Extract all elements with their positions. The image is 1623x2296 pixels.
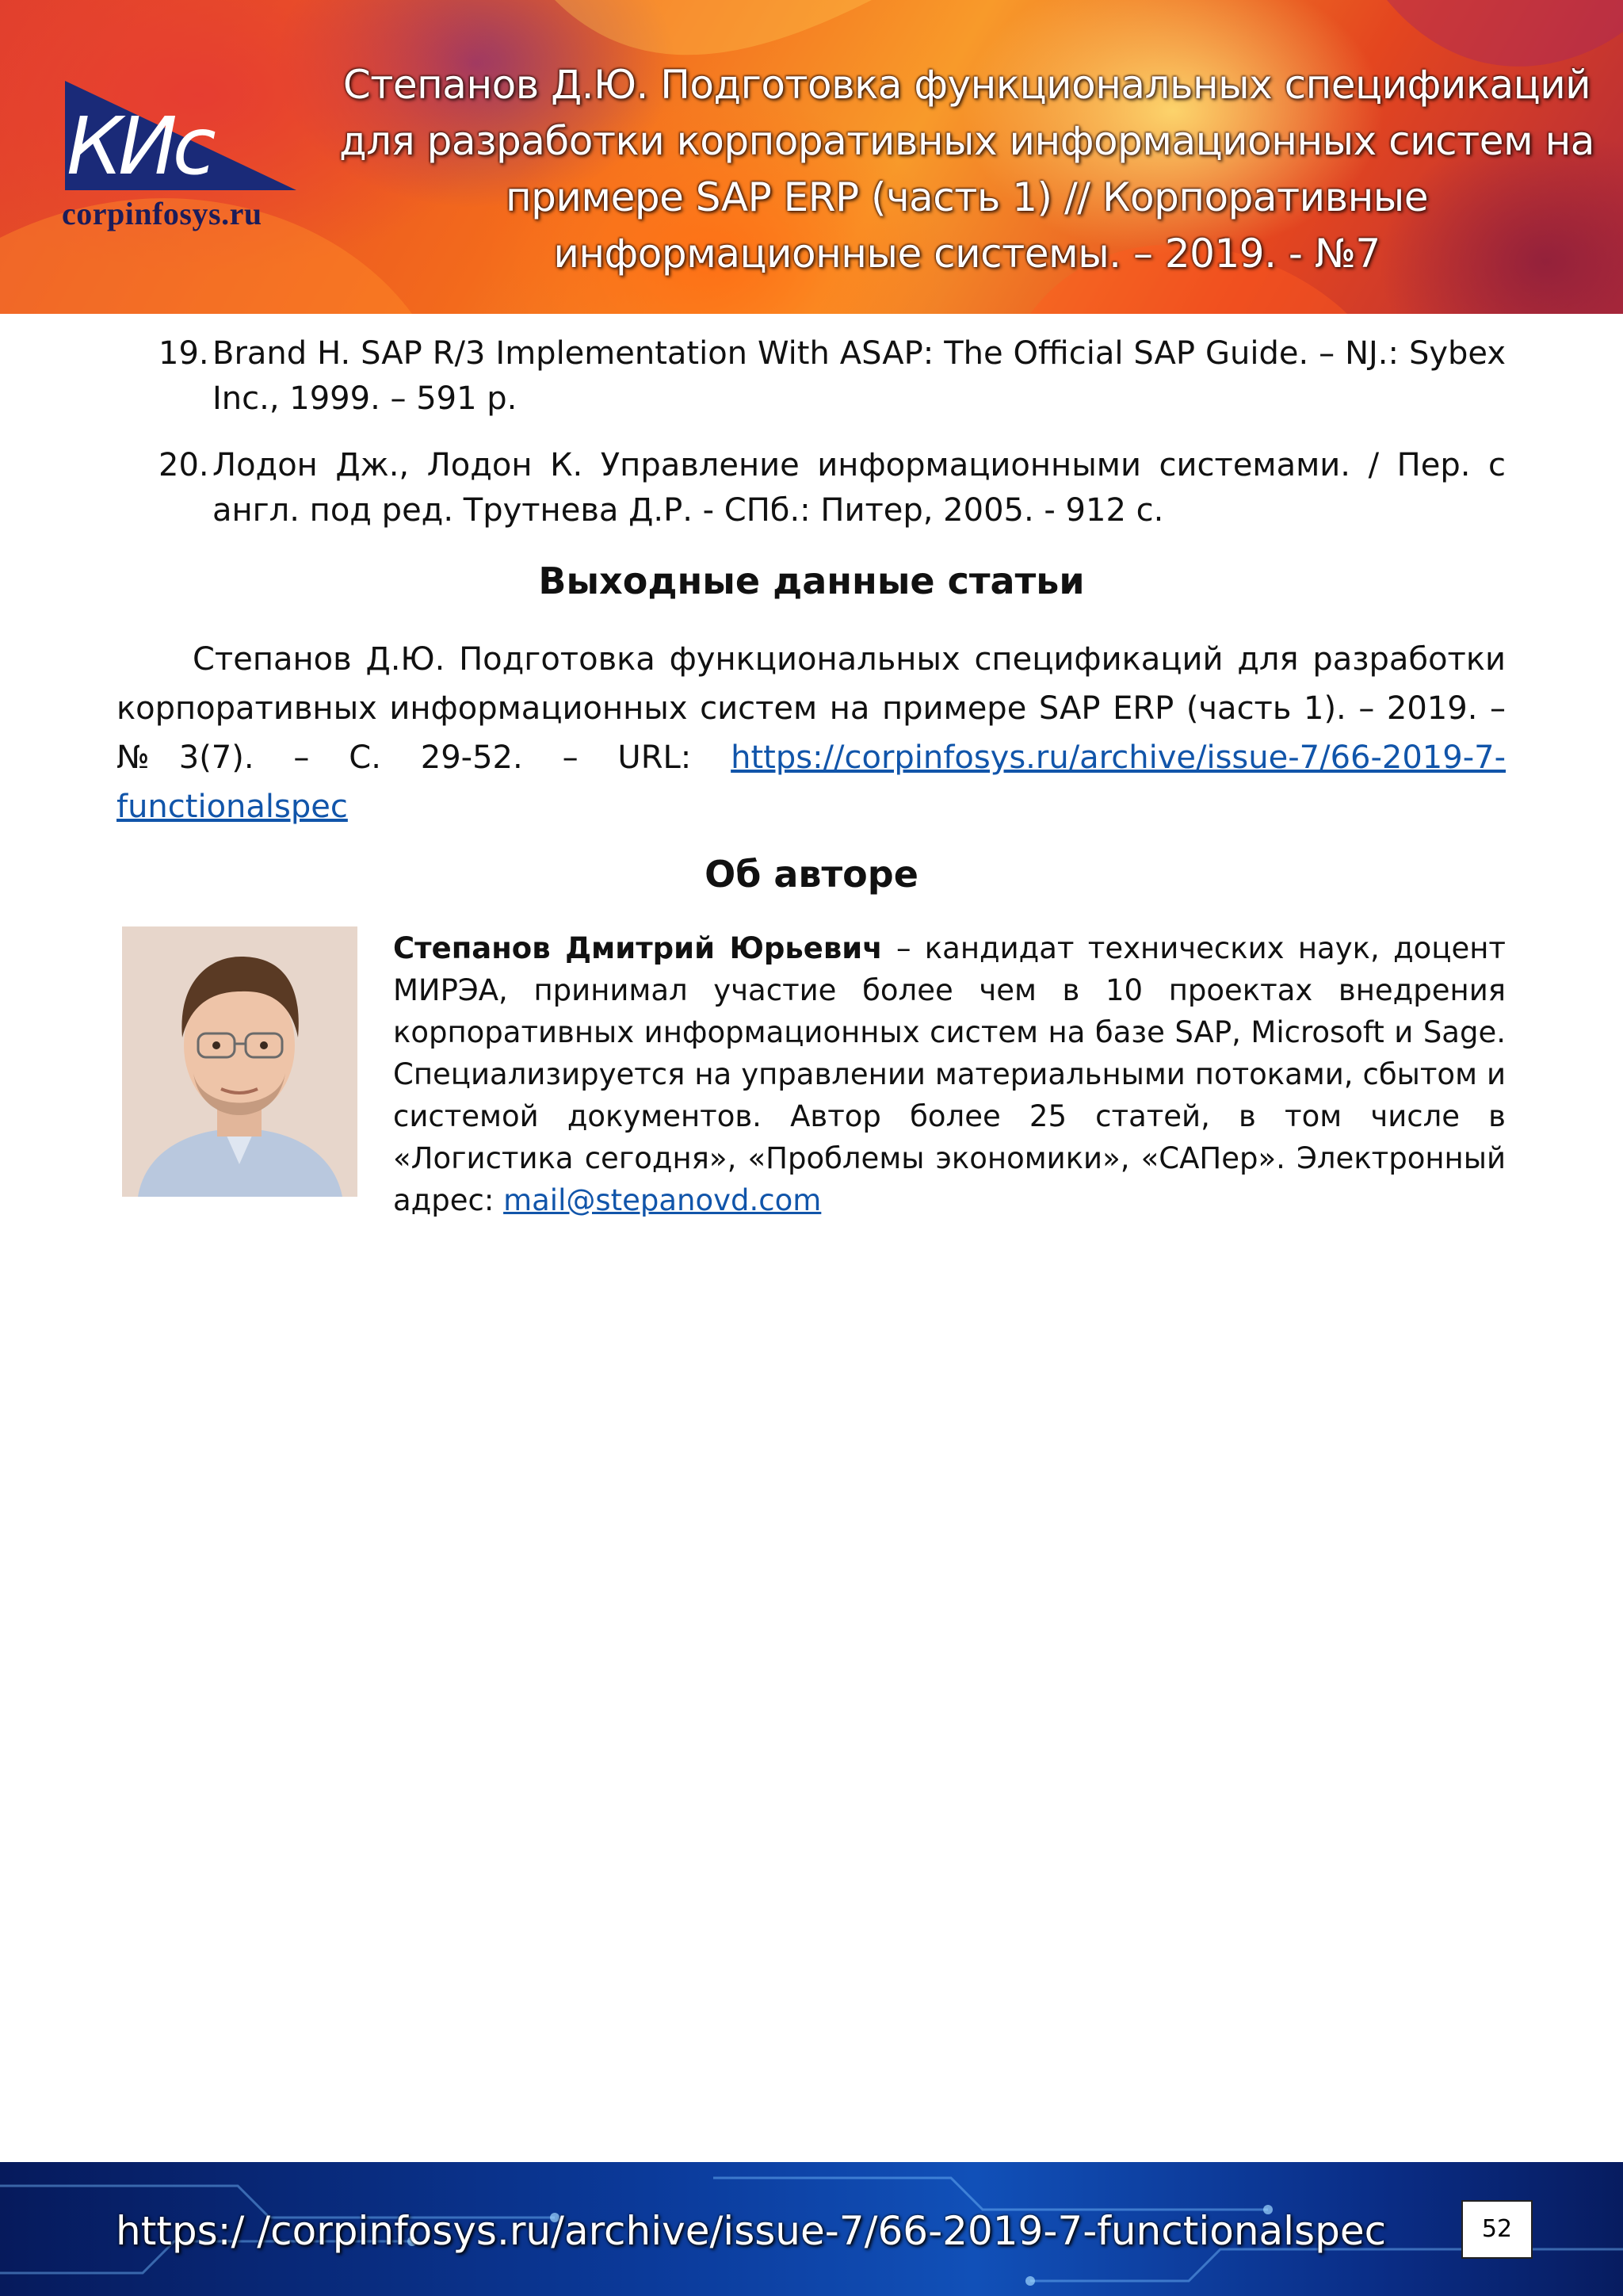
footer-banner xyxy=(0,2162,1623,2296)
reference-item xyxy=(158,443,1506,533)
citation-text: Степанов Д.Ю. Подготовка функциональных спецификаций для разработки корпоративных информационных систем на примере SAP ERP (часть 1). – 2019. – №3(7). – С. 29-52. – URL: xyxy=(116,641,1506,776)
reference-text: Лодон Дж., Лодон К. Управление информационными системами. / Пер. с англ. под ред. Трутнева Д.Р. - СПб.: Питер, 2005. - 912 с. xyxy=(212,447,1506,529)
reference-number: 20. xyxy=(158,447,209,483)
footer-url[interactable]: https:/ /corpinfosys.ru/archive/issue-7/66-2019-7-functionalspec xyxy=(116,2208,1387,2254)
header-banner xyxy=(0,0,1623,314)
citation-paragraph xyxy=(116,635,1506,831)
journal-logo[interactable] xyxy=(62,76,300,235)
header-title: Степанов Д.Ю. Подготовка функциональных спецификаций для разработки корпоративных информационных систем на примере SAP ERP (часть 1) // Корпоративные информационные системы. – 2019. - №7 xyxy=(339,62,1594,277)
reference-text: Brand H. SAP R/3 Implementation With ASAP: The Official SAP Guide. – NJ.: Sybex Inc., 1999. – 591 p. xyxy=(212,335,1506,417)
logo-word: КИс xyxy=(67,100,212,193)
logo-site: corpinfosys.ru xyxy=(62,196,262,231)
portrait-image xyxy=(122,926,357,1197)
reference-list xyxy=(158,331,1506,555)
author-heading: Об авторе xyxy=(705,853,918,896)
citation-heading: Выходные данные статьи xyxy=(538,560,1085,602)
author-email-link[interactable]: mail@stepanovd.com xyxy=(503,1183,822,1217)
reference-item xyxy=(158,331,1506,422)
citation-link[interactable]: https://corpinfosys.ru/archive/issue-7/66-2019-7-functionalspec xyxy=(116,739,1507,825)
author-name: Степанов Дмитрий Юрьевич xyxy=(393,931,883,965)
author-bio-text: – кандидат технических наук, доцент МИРЭА, принимал участие более чем в 10 проектах внедрения корпоративных информационных систем на базе SAP, Microsoft и Sage. Специализируется на управлении материальными потоками, сбытом и системой документов. Автор более 25 статей, в том числе в «Логистика сегодня», «Проблемы экономики», «САПер». Электронный адрес: xyxy=(393,931,1506,1217)
author-photo xyxy=(122,926,357,1197)
reference-number: 19. xyxy=(158,335,209,372)
author-bio xyxy=(393,927,1506,1221)
page-number: 52 xyxy=(1461,2200,1533,2259)
